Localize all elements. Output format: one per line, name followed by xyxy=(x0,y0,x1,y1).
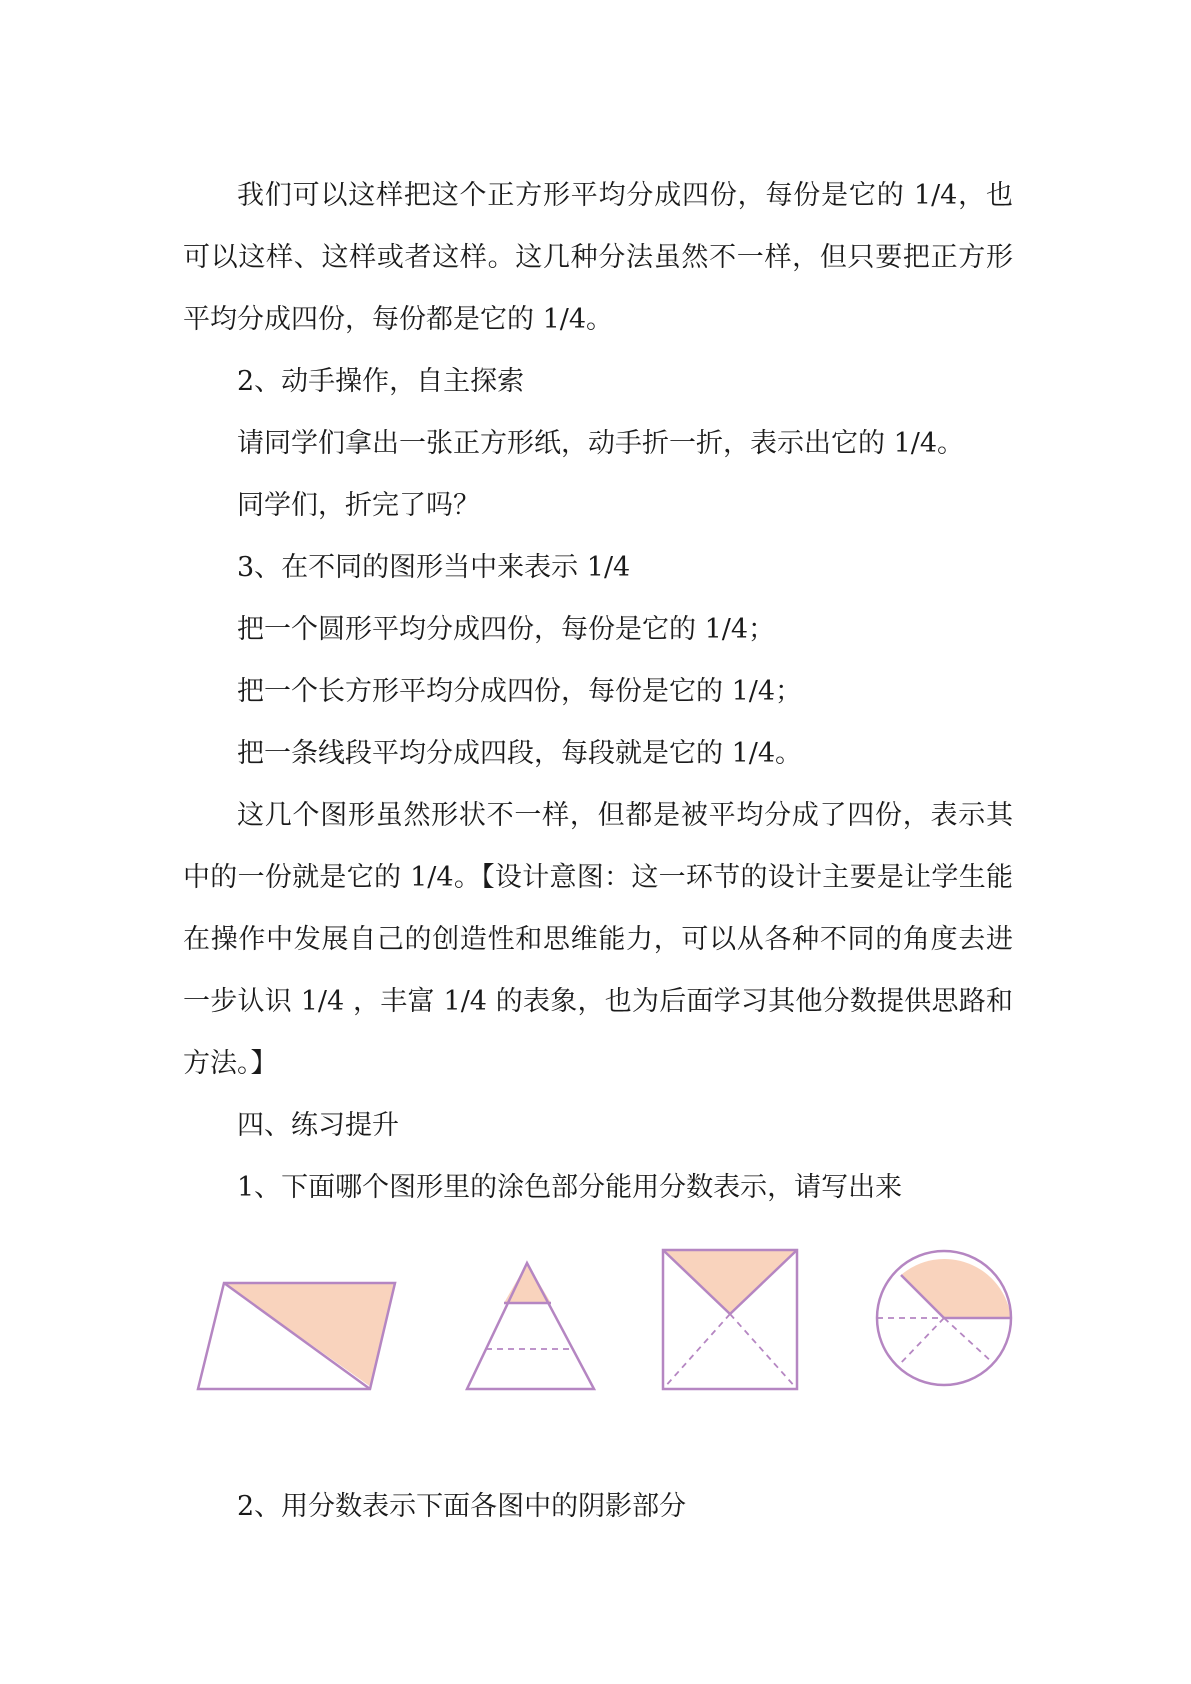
text-body xyxy=(183,165,1013,1219)
triangle-top-shaded-icon xyxy=(467,1263,594,1389)
paragraph-circle: 把一个圆形平均分成四份，每份是它的 1/4； xyxy=(237,614,776,645)
figures-svg xyxy=(0,1240,1191,1420)
circle-sector-shaded-icon xyxy=(877,1251,1011,1385)
paragraph-rectangle: 把一个长方形平均分成四份，每份是它的 1/4； xyxy=(237,676,803,707)
paragraph-line-segment: 把一条线段平均分成四段，每段就是它的 1/4。 xyxy=(237,738,803,769)
figures-row xyxy=(0,1240,1191,1420)
parallelogram-triangle-shaded-icon xyxy=(198,1283,395,1389)
question-1: 1、下面哪个图形里的涂色部分能用分数表示，请写出来 xyxy=(237,1172,903,1203)
square-quarter-shaded-icon xyxy=(663,1250,797,1389)
paragraph-square-division: 我们可以这样把这个正方形平均分成四份，每份是它的 1/4，也可以这样、这样或者这样。这几种分法虽然不一样，但只要把正方形平均分成四份，每份都是它的 1/4。 xyxy=(183,180,1013,335)
heading-different-shapes: 3、在不同的图形当中来表示 1/4 xyxy=(237,552,631,583)
heading-practice: 四、练习提升 xyxy=(237,1110,399,1141)
paragraph-design-intent: 这几个图形虽然形状不一样，但都是被平均分成了四份，表示其中的一份就是它的 1/4。【设计意图：这一环节的设计主要是让学生能在操作中发展自己的创造性和思维能力，可以从各种不同的角度去进一步认识 1/4 ，丰富 1/4 的表象，也为后面学习其他分数提供思路和方法。】 xyxy=(183,800,1013,1079)
paragraph-fold-paper: 请同学们拿出一张正方形纸，动手折一折，表示出它的 1/4。 xyxy=(237,428,965,459)
question-2: 2、用分数表示下面各图中的阴影部分 xyxy=(237,1491,687,1522)
paragraph-finished-question: 同学们，折完了吗？ xyxy=(237,490,480,521)
heading-hands-on: 2、动手操作，自主探索 xyxy=(237,366,525,397)
